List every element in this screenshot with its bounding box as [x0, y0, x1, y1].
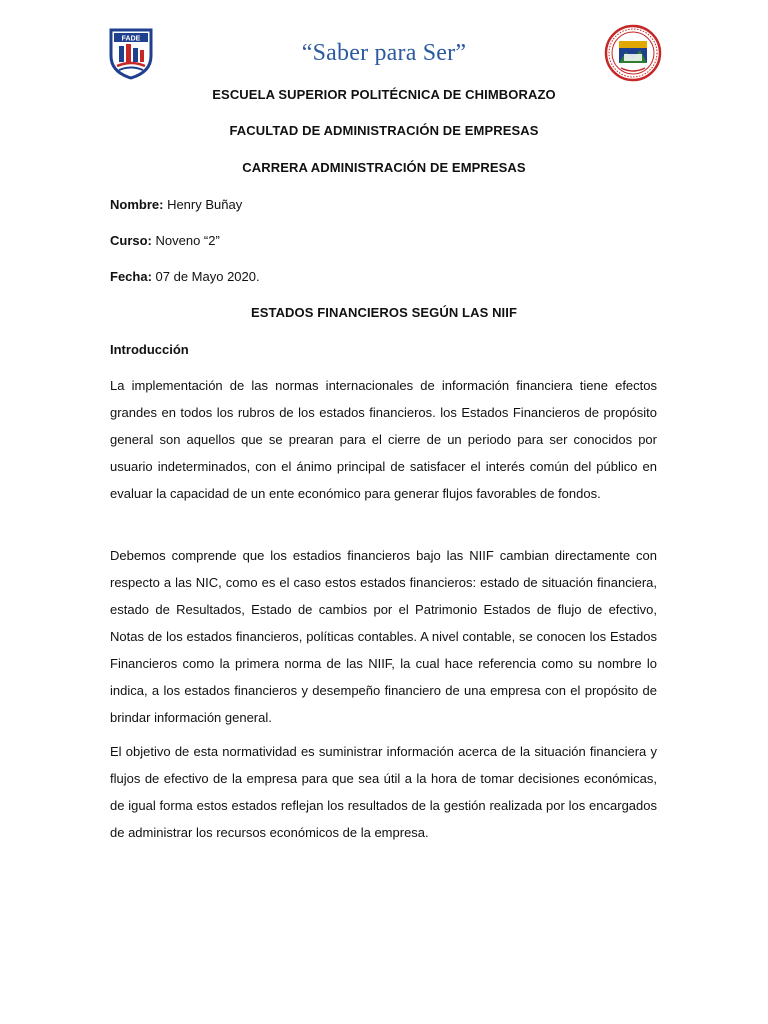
paragraph: El objetivo de esta normatividad es suministrar información acerca de la situación financiera y flujos de efectivo de la empresa para que sea útil a la hora de tomar decisiones económicas, de igual forma estos estados reflejan los resultados de la gestión realizada por los encargados de administrar los recursos económicos de la empresa.: [110, 744, 657, 840]
name-label: Nombre:: [110, 197, 164, 212]
motto: “Saber para Ser”: [301, 40, 467, 66]
svg-text:FADE: FADE: [121, 35, 141, 43]
faculty-heading: FACULTAD DE ADMINISTRACIÓN DE EMPRESAS: [229, 123, 539, 138]
paragraph: La implementación de las normas internacionales de información financiera tiene efectos grandes en todos los rubros de los estados financieros. los Estados Financieros de propósito general son aquellos que se prearan para el cierre de un periodo para ser conocidos por usuario indeterminados, con el ánimo principal de satisfacer el interés común del público en evaluar la capacidad de un ente económico para generar flujos favorables de fondos.: [110, 378, 657, 501]
date-value: 07 de Mayo 2020.: [151, 269, 260, 284]
career-heading: CARRERA ADMINISTRACIÓN DE EMPRESAS: [242, 160, 526, 175]
school-heading: ESCUELA SUPERIOR POLITÉCNICA DE CHIMBORAZO: [212, 87, 556, 102]
course-value: Noveno “2”: [151, 233, 220, 248]
paragraph: Debemos comprende que los estadios financieros bajo las NIIF cambian directamente con respecto a las NIC, como es el caso estos estados financieros: estado de situación financiera, estado de Resultados, Estado de cambios por el Patrimonio Estados de flujo de efectivo, Notas de los estados financieros, políticas contables. A nivel contable, se conocen los Estados Financieros como la primera norma de las NIIF, la cual hace referencia como su nombre lo indica, a los estados financieros y desempeño financiero de una empresa con el propósito de brindar información general.: [110, 548, 657, 725]
date-field: [110, 269, 260, 284]
name-value: Henry Buñay: [163, 197, 243, 212]
course-label: Curso:: [110, 233, 152, 248]
course-field: [110, 233, 220, 248]
section-heading: Introducción: [110, 342, 189, 357]
espoch-seal-logo-icon: [604, 24, 662, 82]
date-label: Fecha:: [110, 269, 152, 284]
name-field: [110, 197, 242, 212]
document-title: ESTADOS FINANCIEROS SEGÚN LAS NIIF: [250, 305, 518, 320]
